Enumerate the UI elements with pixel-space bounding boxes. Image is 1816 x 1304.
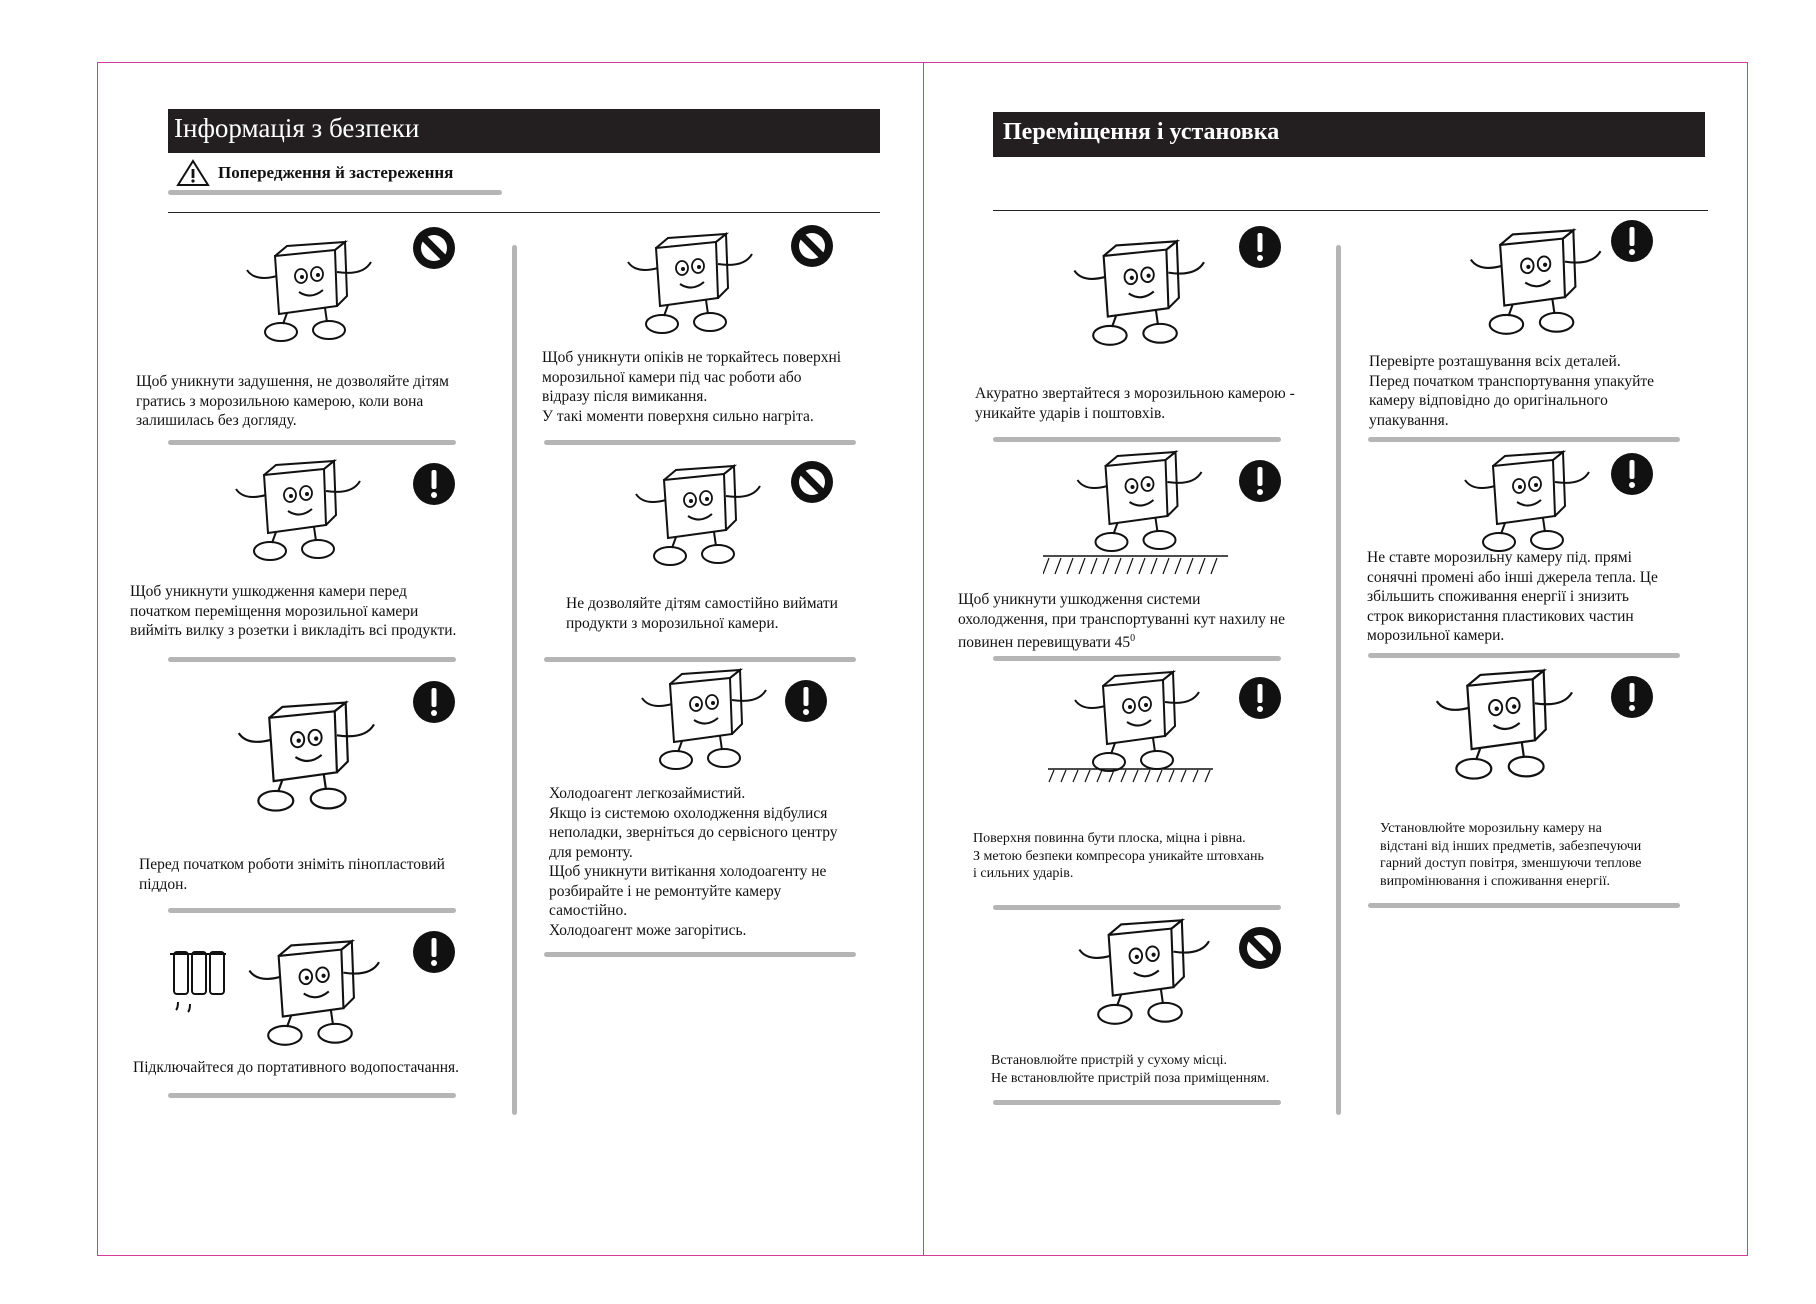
mandatory-icon [1238, 459, 1282, 503]
mandatory-icon [1610, 452, 1654, 496]
item-divider [544, 657, 856, 662]
mandatory-icon [1610, 219, 1654, 263]
page-divider [923, 62, 924, 1256]
column-separator [512, 245, 517, 1115]
mandatory-icon [412, 930, 456, 974]
mandatory-icon [1238, 225, 1282, 269]
mandatory-icon [412, 462, 456, 506]
page-title-safety [168, 109, 880, 153]
item-divider [993, 437, 1281, 442]
freezer-sun-image [1438, 446, 1608, 556]
mandatory-icon [1610, 675, 1654, 719]
mandatory-icon [784, 679, 828, 723]
prohibited-icon [790, 224, 834, 268]
freezer-cartoon-image [214, 455, 374, 565]
item-divider [168, 657, 456, 662]
header-rule [168, 212, 880, 213]
item-divider [1368, 437, 1680, 442]
prohibited-icon [412, 226, 456, 270]
install-text-5: Перевірте розташування всіх деталей. Перед початком транспортування упакуйте камеру відповідно до оригінального упакування. [1369, 353, 1655, 429]
item-divider [168, 1093, 456, 1098]
mandatory-icon [1238, 676, 1282, 720]
item-divider [1368, 653, 1680, 658]
install-text-1: Акуратно звертайтеся з морозильною камерою - уникайте ударів і поштовхів. [975, 385, 1295, 422]
item-divider [544, 952, 856, 957]
freezer-fire-image [620, 664, 780, 774]
freezer-cartoon-image [225, 236, 385, 346]
freezer-cartoon-image [1050, 235, 1220, 350]
item-divider [993, 656, 1281, 661]
item-divider [993, 1100, 1281, 1105]
item-divider [544, 440, 856, 445]
page-title-text: Переміщення і установка [1003, 119, 1280, 145]
freezer-with-child-image [614, 460, 774, 570]
warning-triangle-icon [176, 159, 210, 187]
install-text-2: Щоб уникнути ушкодження системи охолодження, при транспортуванні кут нахилу не повинен перевищувати $45^0$ [958, 591, 1285, 652]
safety-text-2: Щоб уникнути ушкодження камери перед початком переміщення морозильної камери вийміть вилку з розетки і викладіть всі продукти. [130, 583, 457, 639]
install-text-7: Установлюйте морозильну камеру на відстані від інших предметів, забезпечуючи гарний доступ повітря, зменшуючи теплове випромінювання і споживання енергії. [1380, 821, 1642, 889]
freezer-cartoon-image [212, 696, 392, 816]
header-rule [993, 210, 1708, 211]
floor-hatching [1043, 554, 1228, 576]
freezer-tilted-image [1048, 446, 1223, 556]
mandatory-icon [412, 680, 456, 724]
safety-text-3: Перед початком роботи зніміть пінопластовий піддон. [139, 856, 445, 893]
safety-text-6: Не дозволяйте дітям самостійно виймати продукти з морозильної камери. [566, 595, 838, 632]
prohibited-icon [1238, 926, 1282, 970]
safety-text-4: Підключайтеся до портативного водопостачання. [133, 1059, 460, 1076]
item-divider [168, 440, 456, 445]
column-separator [1336, 245, 1341, 1115]
item-divider [993, 905, 1281, 910]
page-title-text: Інформація з безпеки [174, 113, 420, 143]
freezer-cartoon-image [225, 935, 395, 1050]
prohibited-icon [790, 460, 834, 504]
safety-text-5: Щоб уникнути опіків не торкайтесь поверхні морозильної камери під час роботи або відразу після вимикання. У такі моменти поверхня сильно нагріта. [542, 349, 842, 425]
subtitle-underline [168, 190, 502, 195]
freezer-cartoon-image [1048, 666, 1218, 776]
floor-hatching [1048, 767, 1213, 783]
safety-text-1: Щоб уникнути задушення, не дозволяйте дітям гратись з морозильною камерою, коли вона залишилась без догляду. [136, 373, 449, 429]
freezer-airflow-image [1400, 664, 1600, 784]
item-divider [1368, 903, 1680, 908]
page-title-transport [993, 112, 1705, 157]
water-tank-icon [168, 946, 228, 1016]
freezer-rain-image [1055, 914, 1225, 1029]
install-text-6: Не ставте морозильну камеру під. прямі сонячні промені або інші джерела тепла. Це збільшить споживання енергії і знизить строк використання пластикових частин морозильної камери. [1367, 549, 1658, 644]
safety-text-7: Холодоагент легкозаймистий. Якщо із системою охолодження відбулися неполадки, зверніться до сервісного центру для ремонту. Щоб уникнути витікання холодоагенту не розбирайте і не ремонтуйте камеру самостійно. Холодоагент може загорітись. [549, 785, 838, 939]
install-text-4: Встановлюйте пристрій у сухому місці. Не встановлюйте пристрій поза приміщенням. [991, 1053, 1270, 1086]
install-text-3: Поверхня повинна бути плоска, міцна і рівна. З метою безпеки компресора уникайте штовхань і сильних ударів. [973, 831, 1264, 881]
freezer-in-box-image [1444, 224, 1619, 339]
item-divider [168, 908, 456, 913]
freezer-with-child-image [606, 228, 766, 338]
section-subtitle: Попередження й застереження [218, 163, 454, 182]
